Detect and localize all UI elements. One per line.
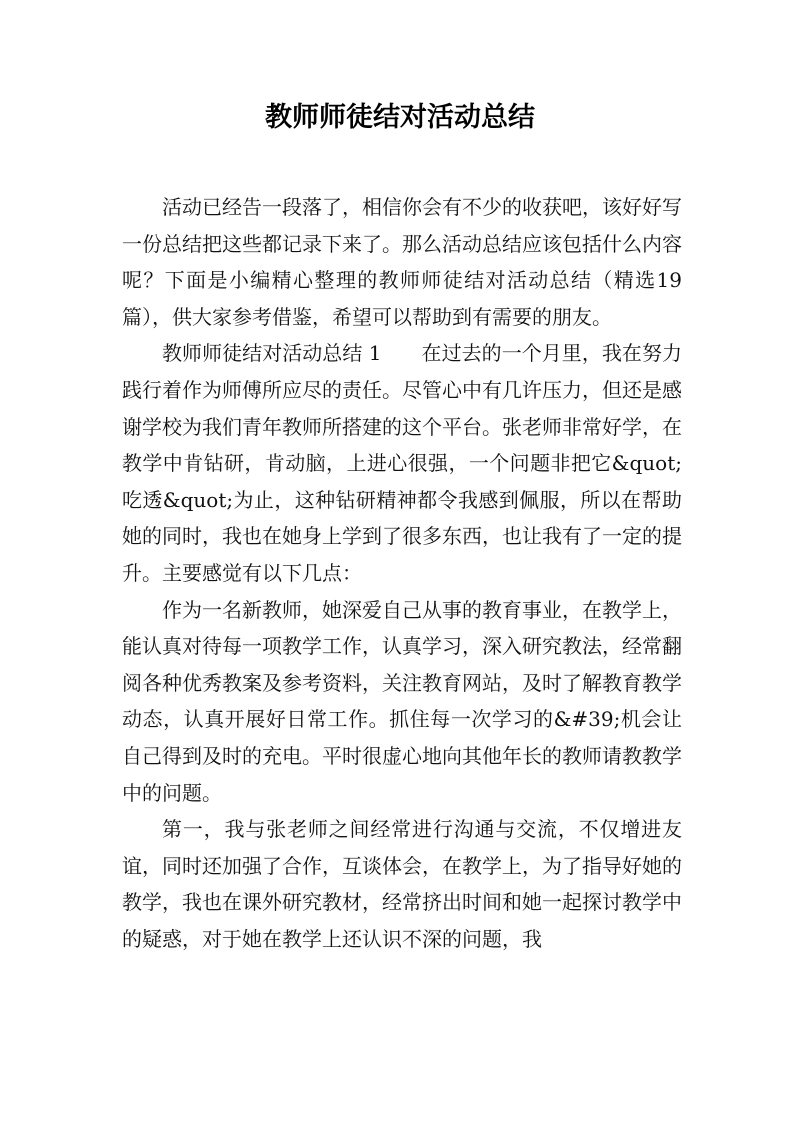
section-1-text: 在过去的一个月里，我在努力践行着作为师傅所应尽的责任。尽管心中有几许压力，但还是感谢学校为我们青年教师所搭建的这个平台。张老师非常好学，在教学中肯钻研，肯动脑，上进心很强，一个问题非把它&quot;吃透&quot;为止，这种钻研精神都令我感到佩服，所以在帮助她的同时，我也在她身上学到了很多东西，也让我有了一定的提升。主要感觉有以下几点： bbox=[122, 341, 682, 585]
document-body bbox=[122, 189, 682, 957]
body-paragraph: 第一，我与张老师之间经常进行沟通与交流，不仅增进友谊，同时还加强了合作，互谈体会，在教学上，为了指导好她的教学，我也在课外研究教材，经常挤出时间和她一起探讨教学中的疑惑，对于她在教学上还认识不深的问题，我 bbox=[122, 817, 682, 951]
section-1-paragraph bbox=[122, 335, 682, 591]
body-paragraph: 作为一名新教师，她深爱自己从事的教育事业，在教学上，能认真对待每一项教学工作，认真学习，深入研究教法，经常翻阅各种优秀教案及参考资料，关注教育网站，及时了解教育教学动态，认真开展好日常工作。抓住每一次学习的&#39;机会让自己得到及时的充电。平时很虚心地向其他年长的教师请教教学中的问题。 bbox=[122, 597, 682, 805]
section-heading: 教师师徒结对活动总结 1 bbox=[162, 341, 382, 366]
document-title: 教师师徒结对活动总结 bbox=[265, 102, 535, 133]
intro-paragraph: 活动已经告一段落了，相信你会有不少的收获吧，该好好写一份总结把这些都记录下来了。那么活动总结应该包括什么内容呢？下面是小编精心整理的教师师徒结对活动总结（精选19篇），供大家参考借鉴，希望可以帮助到有需要的朋友。 bbox=[122, 195, 682, 329]
